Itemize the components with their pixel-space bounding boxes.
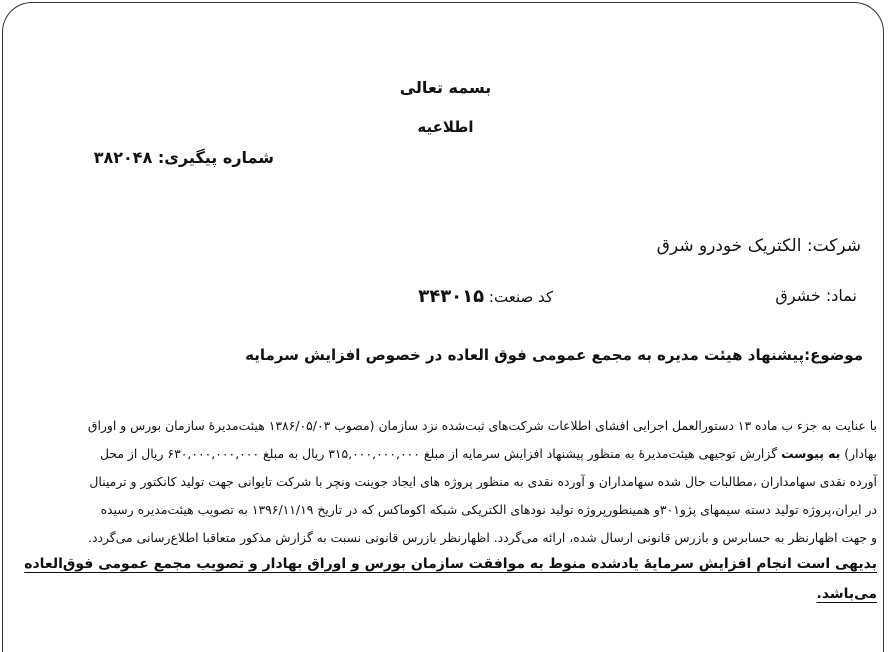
company-label: شرکت: [806, 236, 861, 256]
tracking-number [94, 148, 274, 167]
body-line-1: با عنایت به جزء ب ماده ۱۳ دستورالعمل اجرایی افشای اطلاعات شرکت‌های ثبت‌شده نزد سازمان (مصوب ۱۳۸۶/۰۵/۰۳ هیئت‌مدیرهٔ سازمان بورس و اوراق [87, 418, 877, 433]
approval-note-line-1 [24, 556, 877, 572]
attachment-emphasis: به پیوست [781, 446, 841, 461]
symbol-value: خشرق [775, 286, 821, 305]
industry-code-line [394, 286, 553, 307]
document-frame [2, 2, 884, 652]
symbol-label: نماد: [825, 286, 857, 305]
tracking-label: شماره پیگیری: [157, 148, 274, 167]
industry-code-value: ۳۴۳۰۱۵ [418, 286, 485, 307]
body-line-2 [100, 446, 877, 461]
approval-note-end: می‌باشد. [816, 586, 877, 602]
industry-code-label: کد صنعت: [488, 288, 553, 306]
approval-note-text: بدیهی است انجام افزایش سرمایهٔ یادشده منوط به موافقت سازمان بورس و اوراق بهادار و تصویب مجمع عمومی فوق‌العاده [24, 556, 877, 572]
notice-title: اطلاعیه [417, 118, 474, 136]
body-line-5: و جهت اظهارنظر به حسابرس و بازرس قانونی ارسال شده، ارائه می‌گردد. اظهارنظر بازرس قانونی نسبت به گزارش مذکور متعاقبا اطلاع‌رسانی می‌گردد. [88, 530, 877, 545]
subject-label: موضوع: [804, 346, 863, 364]
company-line [657, 236, 861, 256]
body-line-2-start: بهادار) [844, 446, 877, 461]
symbol-line [775, 286, 857, 305]
body-line-3: آورده نقدی سهامداران ،مطالبات حال شده سهامداران و آورده نقدی به منظور پروژه های ایجاد جوینت ونچر با شرکت تایوانی جهت تولید کانکتور و ترمینال [89, 474, 877, 489]
document-heading: بسمه تعالی [399, 78, 492, 97]
approval-note-line-2 [816, 586, 877, 602]
tracking-value: ۳۸۲۰۴۸ [93, 148, 153, 167]
body-line-2-end: گزارش توجیهی هیئت‌مدیرهٔ به منظور پیشنهاد افزایش سرمایه از مبلغ ۳۱۵,۰۰۰,۰۰۰,۰۰۰ ریال به مبلغ ۶۳۰,۰۰۰,۰۰۰,۰۰۰ ریال از محل [99, 446, 778, 461]
subject-line [245, 346, 863, 364]
body-line-4: در ایران،پروژه تولید دسته سیمهای پژو۳۰۱و همینطورپروژه تولید نودهای الکتریکی شبکه اکوماکس که در تاریخ ۱۳۹۶/۱۱/۱۹ به تصویب هیئت‌مدیره رسیده [100, 502, 877, 517]
subject-text: پیشنهاد هیئت مدیره به مجمع عمومی فوق العاده در خصوص افزایش سرمایه [245, 346, 805, 364]
company-name: الکتریک خودرو شرق [656, 236, 802, 256]
